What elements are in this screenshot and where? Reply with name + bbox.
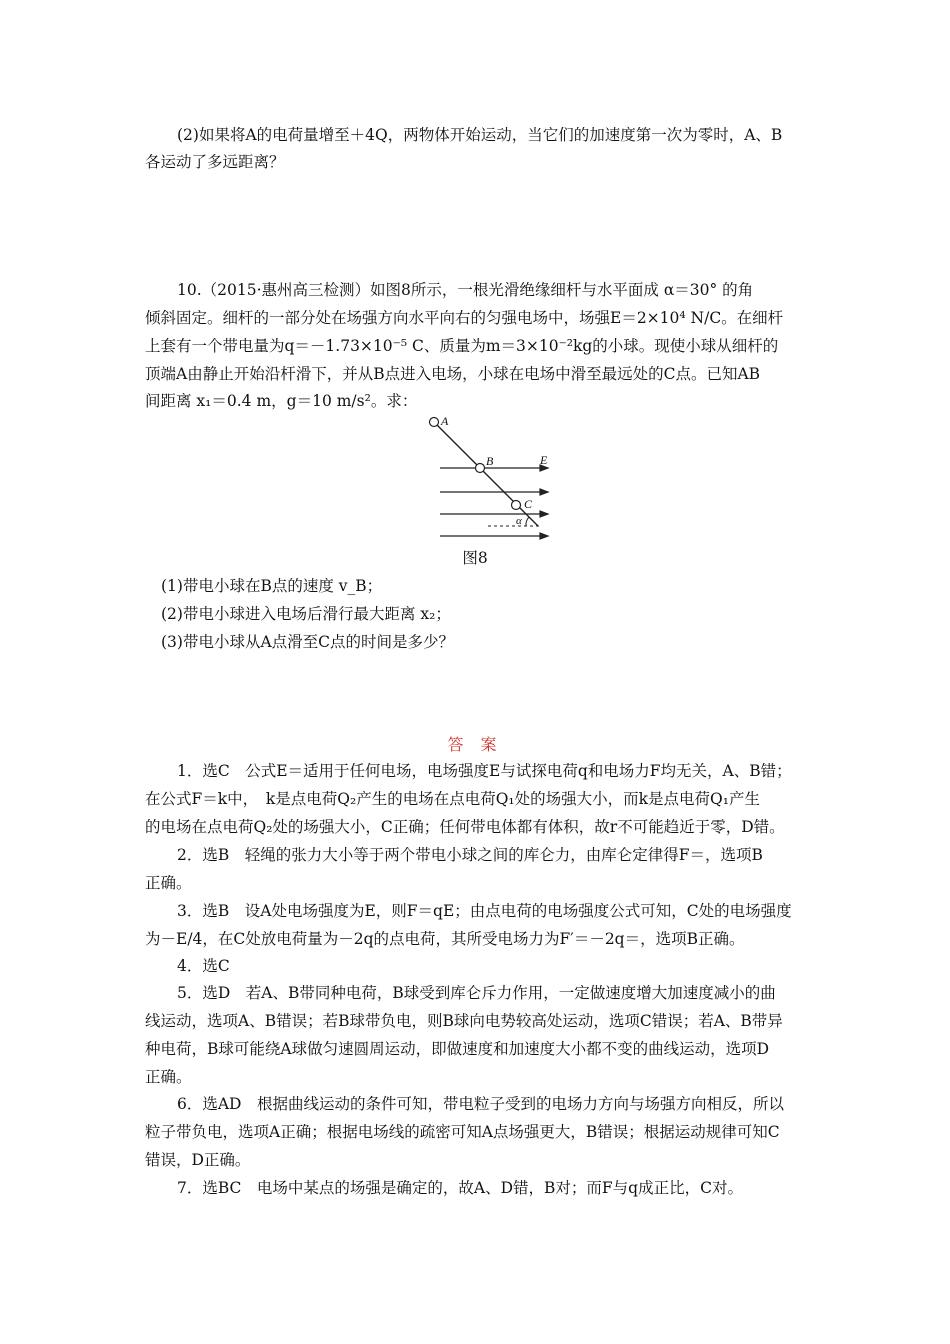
label-a: A xyxy=(441,414,449,428)
q9-part2-line-2: 各运动了多远距离？ xyxy=(145,153,285,171)
answer-6-line-2: 粒子带负电，选项A正确；根据电场线的疏密可知A点场强更大，B错误；根据运动规律可知C xyxy=(145,1123,780,1141)
q10-subquestion-1: (1)带电小球在B点的速度 v_B； xyxy=(161,577,383,595)
label-alpha: α xyxy=(516,515,522,527)
answer-2-line-2: 正确。 xyxy=(145,874,192,892)
answer-4: 4．选C xyxy=(177,957,230,975)
q10-line-1: 10.（2015·惠州高三检测）如图8所示，一根光滑绝缘细杆与水平面成 α＝30° 的角 xyxy=(177,281,754,299)
answer-6-line-3: 错误，D正确。 xyxy=(145,1151,251,1169)
label-c: C xyxy=(524,497,533,511)
answer-3-line-2: 为－E/4，在C处放电荷量为－2q的点电荷，其所受电场力为F′＝－2q＝，选项B正确。 xyxy=(145,930,745,948)
q10-subquestion-3: (3)带电小球从A点滑至C点的时间是多少？ xyxy=(161,633,455,651)
answer-1-line-1: 1．选C 公式E＝适用于任何电场，电场强度E与试探电荷q和电场力F均无关，A、B错； xyxy=(177,762,792,780)
answer-3-line-1: 3．选B 设A处电场强度为E，则F＝qE；由点电荷的电场强度公式可知，C处的电场强度 xyxy=(177,902,792,920)
figure-caption: 图8 xyxy=(462,549,488,567)
answers-title: 答 案 xyxy=(447,735,503,754)
q10-subquestion-2: (2)带电小球进入电场后滑行最大距离 x₂； xyxy=(161,605,451,623)
angle-arc xyxy=(526,517,529,526)
answer-5-line-4: 正确。 xyxy=(145,1068,192,1086)
q10-line-2: 倾斜固定。细杆的一部分处在场强方向水平向右的匀强电场中，场强E＝2×10⁴ N/C。在细杆 xyxy=(145,309,784,327)
arrowhead-2 xyxy=(540,489,548,495)
arrowhead-4 xyxy=(540,533,548,539)
ball-a xyxy=(430,418,439,427)
q10-line-3: 上套有一个带电量为q＝－1.73×10⁻⁵ C、质量为m＝3×10⁻²kg的小球。现使小球从细杆的 xyxy=(145,337,779,355)
label-e: E xyxy=(540,453,548,467)
ball-c xyxy=(512,501,521,510)
answer-2-line-1: 2．选B 轻绳的张力大小等于两个带电小球之间的库仑力，由库仑定律得F＝，选项B xyxy=(177,846,763,864)
rod xyxy=(434,422,538,526)
answer-1-line-3: 的电场在点电荷Q₂处的场强大小，C正确；任何带电体都有体积，故r不可能趋近于零，D错。 xyxy=(145,818,785,836)
arrowhead-3 xyxy=(540,511,548,517)
answer-5-line-2: 线运动，选项A、B错误；若B球带负电，则B球向电势较高处运动，选项C错误；若A、B带异 xyxy=(145,1012,783,1030)
q10-line-5: 间距离 x₁＝0.4 m，g＝10 m/s²。求： xyxy=(145,392,418,410)
answer-7: 7．选BC 电场中某点的场强是确定的，故A、D错，B对；而F与q成正比，C对。 xyxy=(177,1179,743,1197)
label-b: B xyxy=(486,454,494,468)
answer-6-line-1: 6．选AD 根据曲线运动的条件可知，带电粒子受到的电场力方向与场强方向相反，所以 xyxy=(177,1095,784,1113)
q10-line-4: 顶端A由静止开始沿杆滑下，并从B点进入电场，小球在电场中滑至最远处的C点。已知AB xyxy=(145,365,761,383)
ball-b xyxy=(476,464,485,473)
answer-5-line-3: 种电荷，B球可能绕A球做匀速圆周运动，即做速度和加速度大小都不变的曲线运动，选项D xyxy=(145,1040,770,1058)
answer-5-line-1: 5．选D 若A、B带同种电荷，B球受到库仑斥力作用，一定做速度增大加速度减小的曲 xyxy=(177,984,776,1002)
q9-part2-line-1: (2)如果将A的电荷量增至＋4Q，两物体开始运动，当它们的加速度第一次为零时，A、B xyxy=(177,126,783,144)
answer-1-line-2: 在公式F＝k中， k是点电荷Q₂产生的电场在点电荷Q₁处的场强大小，而k是点电荷Q₁产生 xyxy=(145,790,760,808)
